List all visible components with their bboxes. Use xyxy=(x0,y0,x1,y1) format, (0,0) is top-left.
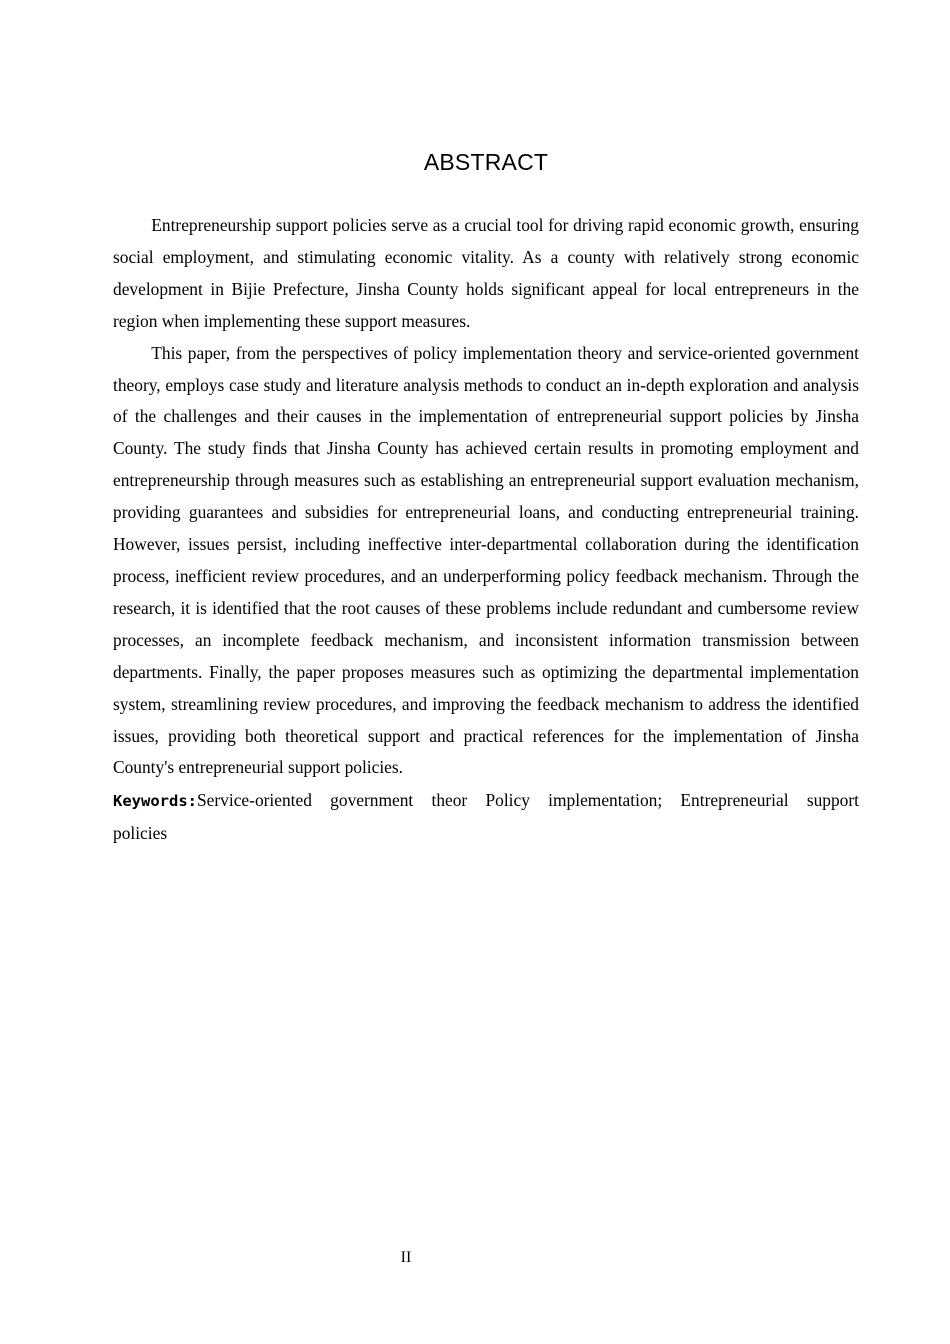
abstract-body xyxy=(113,210,859,850)
keywords-label: Keywords: xyxy=(113,792,197,811)
keywords-text: Service-oriented government theor Policy implementation; Entrepreneurial support policies xyxy=(113,790,859,844)
abstract-paragraph-2: This paper, from the perspectives of policy implementation theory and service-oriented government theory, employs case study and literature analysis methods to conduct an in-depth exploration and analysis of the challenges and their causes in the implementation of entrepreneurial support policies by Jinsha County. The study finds that Jinsha County has achieved certain results in promoting employment and entrepreneurship through measures such as establishing an entrepreneurial support evaluation mechanism, providing guarantees and subsidies for entrepreneurial loans, and conducting entrepreneurial training. However, issues persist, including ineffective inter-departmental collaboration during the identification process, inefficient review procedures, and an underperforming policy feedback mechanism. Through the research, it is identified that the root causes of these problems include redundant and cumbersome review processes, an incomplete feedback mechanism, and inconsistent information transmission between departments. Finally, the paper proposes measures such as optimizing the departmental implementation system, streamlining review procedures, and improving the feedback mechanism to address the identified issues, providing both theoretical support and practical references for the implementation of Jinsha County's entrepreneurial support policies. xyxy=(113,342,859,778)
keywords-line xyxy=(113,785,859,850)
abstract-title: ABSTRACT xyxy=(423,149,549,175)
abstract-paragraph-1: Entrepreneurship support policies serve as a crucial tool for driving rapid economic growth, ensuring social employment, and stimulating economic vitality. As a county with relatively strong economic development in Bijie Prefecture, Jinsha County holds significant appeal for local entrepreneurs in the region when implementing these support measures. xyxy=(113,215,859,331)
page-number: II xyxy=(400,1249,412,1266)
